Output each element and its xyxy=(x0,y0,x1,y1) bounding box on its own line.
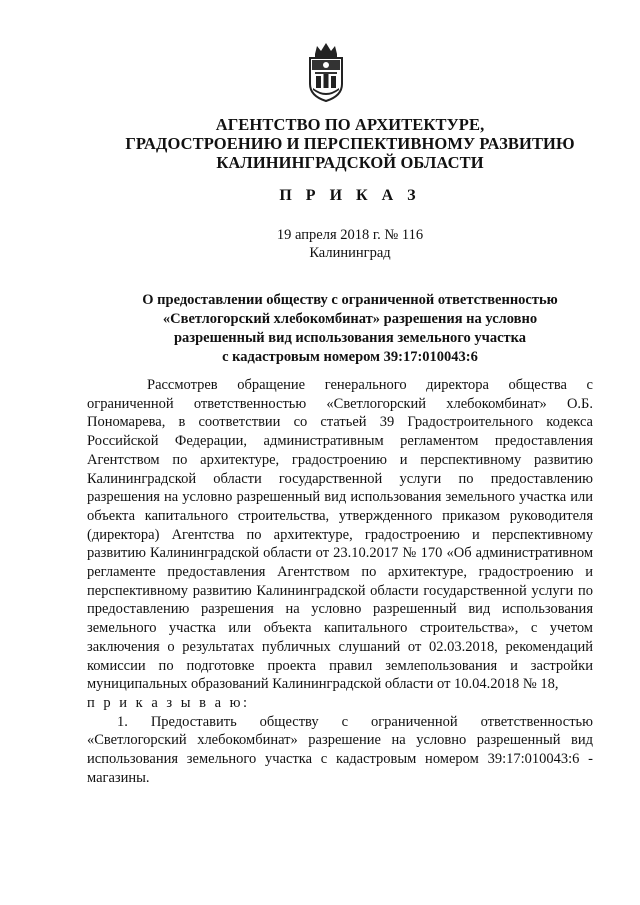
agency-name xyxy=(60,115,640,172)
decree-word: п р и к а з ы в а ю: xyxy=(87,694,250,711)
order-date-number: 19 апреля 2018 г. № 116 xyxy=(276,227,424,243)
preamble-paragraph: Рассмотрев обращение генерального директора общества с ограниченной ответственностью «Светлогорский хлебокомбинат» О.Б. Пономарева, в соответствии со статьей 39 Градостроительного кодекса Российской Федерации, административным регламентом предоставления Агентством по архитектуре, градостроению и перспективному развитию Калининградской области государственной услуги по предоставлению разрешения на условно разрешенный вид использования земельного участка или объекта капитального строительства, утвержденного приказом руководителя (директора) Агентства по архитектуре, градостроению и перспективному развитию Калининградской области от 23.10.2017 № 170 «Об административном регламенте предоставления Агентством по архитектуре, градостроению и перспективному развитию Калининградской области государственной услуги по предоставлению разрешения на условно разрешенный вид использования земельного участка или объекта капитального строительства», с учетом заключения о результатах публичных слушаний от 02.03.2018, рекомендаций комиссии по подготовке проекта правил землепользования и застройки муниципальных образований Калининградской области от 10.04.2018 № 18, xyxy=(87,377,593,693)
order-title: П Р И К А З xyxy=(279,187,421,204)
agency-line: ГРАДОСТРОЕНИЮ И ПЕРСПЕКТИВНОМУ РАЗВИТИЮ xyxy=(125,134,575,153)
agency-line: АГЕНТСТВО ПО АРХИТЕКТУРЕ, xyxy=(215,115,485,134)
order-city: Калининград xyxy=(309,245,391,261)
order-subject xyxy=(60,291,640,367)
agency-line: КАЛИНИНГРАДСКОЙ ОБЛАСТИ xyxy=(216,153,484,172)
kaliningrad-coat-of-arms-icon xyxy=(307,40,345,102)
order-body xyxy=(87,376,593,787)
subject-line: разрешенный вид использования земельного участка xyxy=(173,330,527,346)
subject-line: с кадастровым номером 39:17:010043:6 xyxy=(222,349,478,365)
order-item-1: 1. Предоставить обществу с ограниченной ответственностью «Светлогорский хлебокомбинат» разрешение на условно разрешенный вид использования земельного участка с кадастровым номером 39:17:010043:6 - магазины. xyxy=(87,713,593,786)
subject-line: О предоставлении обществу с ограниченной ответственностью xyxy=(142,292,558,308)
subject-line: «Светлогорский хлебокомбинат» разрешения на условно xyxy=(162,311,538,327)
